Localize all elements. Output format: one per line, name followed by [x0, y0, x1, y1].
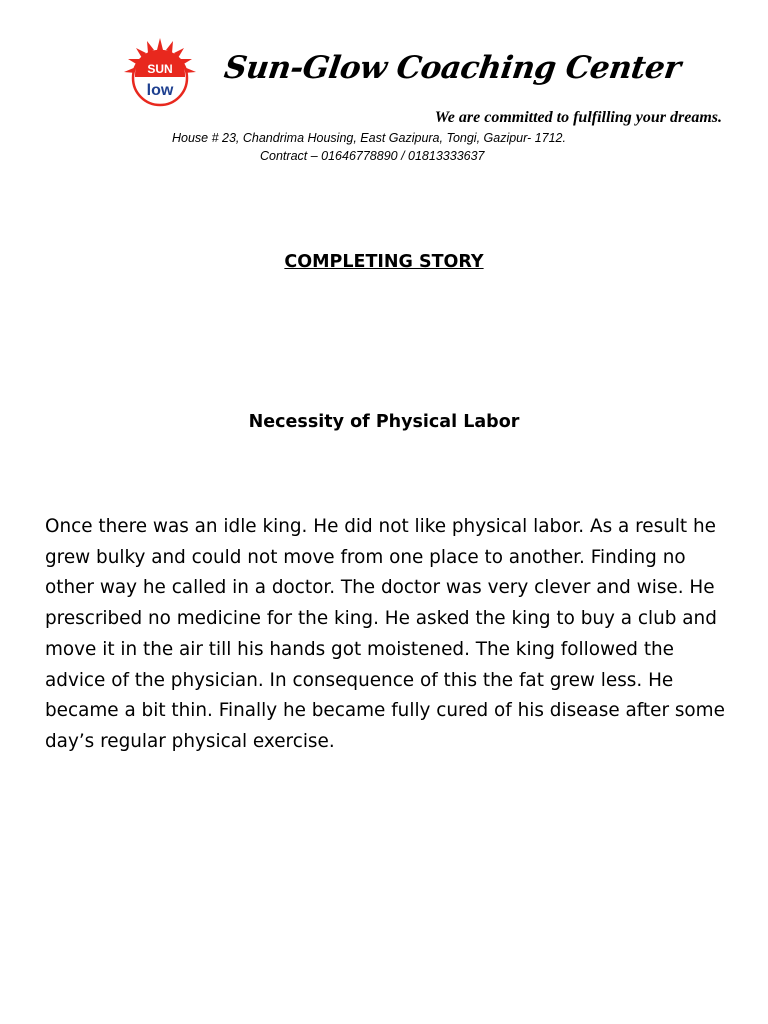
address: House # 23, Chandrima Housing, East Gazipura, Tongi, Gazipur- 1712.: [172, 131, 566, 145]
story-title: Necessity of Physical Labor: [248, 412, 520, 432]
section-title: COMPLETING STORY: [284, 252, 484, 272]
motto: We are committed to fulfilling your dreams.: [434, 109, 722, 126]
logo-top-text: SUN: [147, 62, 173, 76]
contact-numbers: Contract – 01646778890 / 01813333637: [260, 149, 485, 163]
center-name: Sun-Glow Coaching Center: [222, 50, 683, 86]
logo-bottom-text: low: [146, 82, 174, 99]
sun-glow-logo: [122, 38, 198, 110]
story-paragraph: Once there was an idle king. He did not like physical labor. As a result he grew bulky and could not move from one place to another. Finding no other way he called in a doctor. The doctor was very clever and wise. He prescribed no medicine for the king. He asked the king to buy a club and move it in the air till his hands got moistened. The king followed the advice of the physician. In consequence of this the fat grew less. He became a bit thin. Finally he became fully cured of his disease after some day’s regular physical exercise.: [45, 516, 725, 752]
